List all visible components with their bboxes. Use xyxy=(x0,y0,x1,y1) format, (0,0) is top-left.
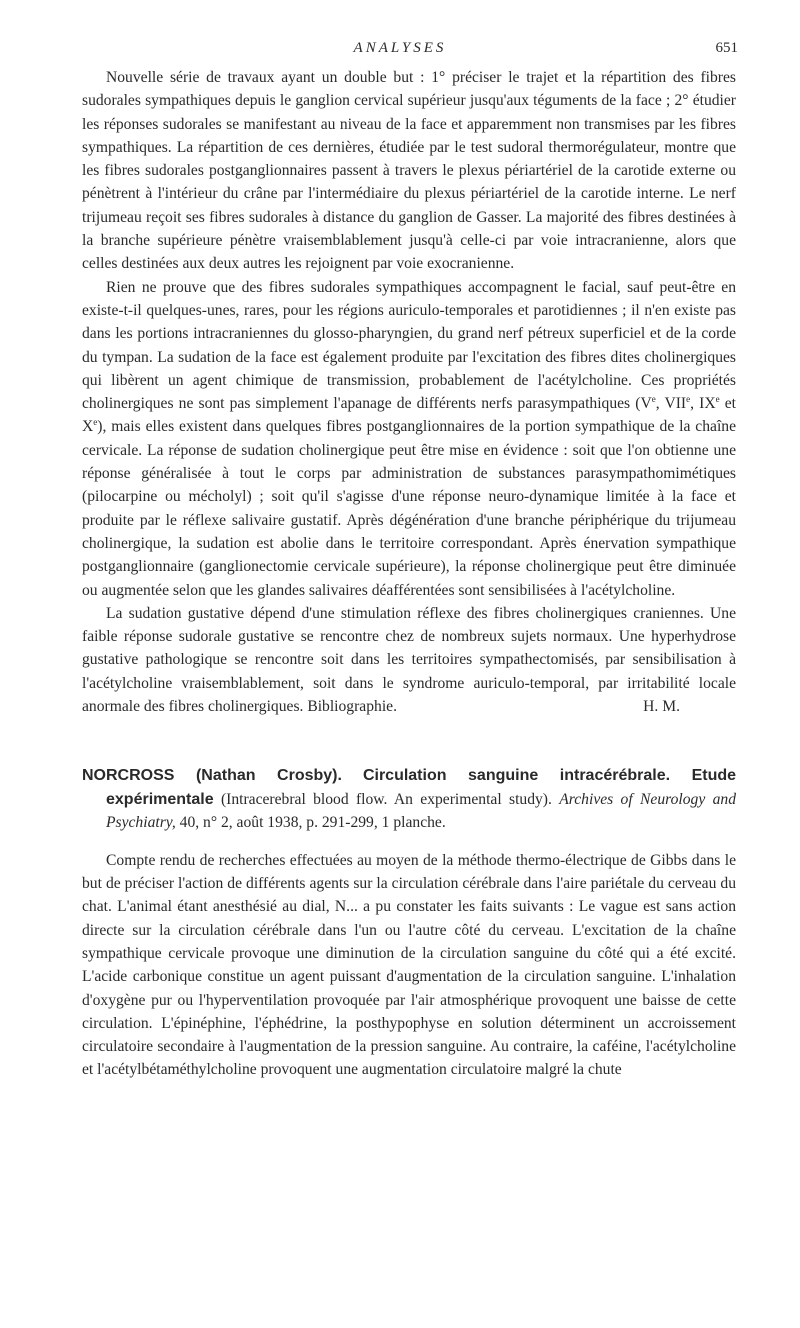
analysis-paragraph-3 xyxy=(82,602,736,718)
superscript: e xyxy=(686,393,691,404)
paragraph-text: , VII xyxy=(655,395,687,413)
superscript: e xyxy=(715,393,720,404)
superscript: e xyxy=(651,393,656,404)
article-author: NORCROSS (Nathan Crosby). xyxy=(82,767,342,785)
article-citation: 40, n° 2, août 1938, p. 291-299, 1 planche. xyxy=(179,814,446,832)
running-title: ANALYSES xyxy=(353,40,447,56)
analysis-paragraph-2 xyxy=(82,276,736,602)
paragraph-text: Rien ne prouve que des fibres sudorales sympathiques accompagnent le facial, sauf peut-être en existe-t-il quelques-unes, rares, pour les régions auriculo-temporales et parotidiennes ; il n'en existe pas dans les portions intracraniennes du glosso-pharyngien, du grand nerf pétreux superficiel et de la corde du tympan. La sudation de la face est également produite par l'excitation des fibres dites cholinergiques qui libèrent un agent chimique de transmission, probablement de l'acétylcholine. Ces propriétés cholinergiques ne sont pas simplement l'apanage de différents nerfs parasympathiques (V xyxy=(82,278,736,413)
paragraph-text: ), mais elles existent dans quelques fibres postganglionnaires de la portion sympathique de la chaîne cervicale. La réponse de sudation cholinergique peut être mise en évidence : soit que l'on obtienne une réponse généralisée à tout le corps par administration de substances parasympathomimétiques (pilocarpine ou mécholyl) ; soit qu'il s'agisse d'une réponse neuro-dynamique limitée à la face et produite par le réflexe salivaire gustatif. Après dégénération d'une branche périphérique du trijumeau cholinergique, la sudation est abolie dans le territoire correspondant. Après énervation sympathique postganglionnaire (ganglionectomie cervicale supérieure), la réponse cholinergique peut être diminuée ou augmentée selon que les glandes salivaires déafférentées sont sensibilisées à l'acétylcholine. xyxy=(82,418,736,599)
paragraph-text: et X xyxy=(82,395,736,436)
article-original-title: (Intracerebral blood flow. An experimental study). xyxy=(220,790,552,808)
article-journal: Archives of Neurology and Psychiatry, xyxy=(106,790,736,832)
analysis-paragraph-1: Nouvelle série de travaux ayant un double but : 1° préciser le trajet et la répartition des fibres sudorales sympathiques depuis le ganglion cervical supérieur jusqu'aux téguments de la face ; 2° étudier les réponses sudorales se manifestant au niveau de la face et apparemment non transmises par les fibres sympathiques. La répartition de ces dernières, étudiée par le test sudoral thermorégulateur, montre que les fibres sudorales postganglionnaires passent à travers le plexus périartériel de la carotide externe ou pénètrent à l'intérieur du crâne par l'intermédiaire du plexus périartériel de la carotide interne. Le nerf trijumeau reçoit ses fibres sudorales à distance du ganglion de Gasser. La majorité des fibres destinées à la branche supérieure pénètre vraisemblablement jusqu'à celle-ci par voie intracranienne, alors que celles destinées aux deux autres les rejoignent par voie exocranienne. xyxy=(82,69,736,273)
paragraph-text: La sudation gustative dépend d'une stimulation réflexe des fibres cholinergiques craniennes. Une faible réponse sudorale gustative se rencontre chez de nombreux sujets normaux. Une hyperhydrose gustative pathologique se rencontre soit dans les territoires sympathectomisés, par sensibilisation à l'acétylcholine vraisemblablement, soit dans le syndrome auriculo-temporal, par irritabilité locale anormale des fibres cholinergiques. Bibliographie. xyxy=(82,604,736,716)
page-body xyxy=(82,66,736,1082)
signature: H. M. xyxy=(643,698,680,716)
page-header xyxy=(0,40,800,64)
article-summary: Compte rendu de recherches effectuées au moyen de la méthode thermo-électrique de Gibbs dans le but de préciser l'action de différents agents sur la circulation cérébrale dans l'aire pariétale du cerveau du chat. L'animal étant anesthésié au dial, N... a pu constater les faits suivants : Le vague est sans action directe sur la circulation cérébrale dans l'un ou l'autre côté du cerveau. L'excitation de la chaîne sympathique cervicale provoque une diminution de la circulation sanguine du côté qui a été excité. L'acide carbonique constitue un agent puissant d'augmentation de la circulation sanguine. L'inhalation d'oxygène pur ou l'hyperventilation provoquée par l'air atmosphérique provoquent une baisse de cette circulation. L'épinéphine, l'éphédrine, la posthypophyse en solution déterminent un accroissement circulatoire secondaire à l'augmentation de la pression sanguine. Au contraire, la caféine, l'acétylcholine et l'acétylbétaméthylcholine provoquent une augmentation circulatoire malgré la chute xyxy=(82,851,736,1079)
paragraph-text: , IX xyxy=(690,395,716,413)
article-title: Circulation sanguine intracérébrale. Etude expérimentale xyxy=(106,767,737,808)
page-number: 651 xyxy=(715,40,738,56)
article-heading xyxy=(82,764,736,835)
superscript: e xyxy=(93,417,98,428)
